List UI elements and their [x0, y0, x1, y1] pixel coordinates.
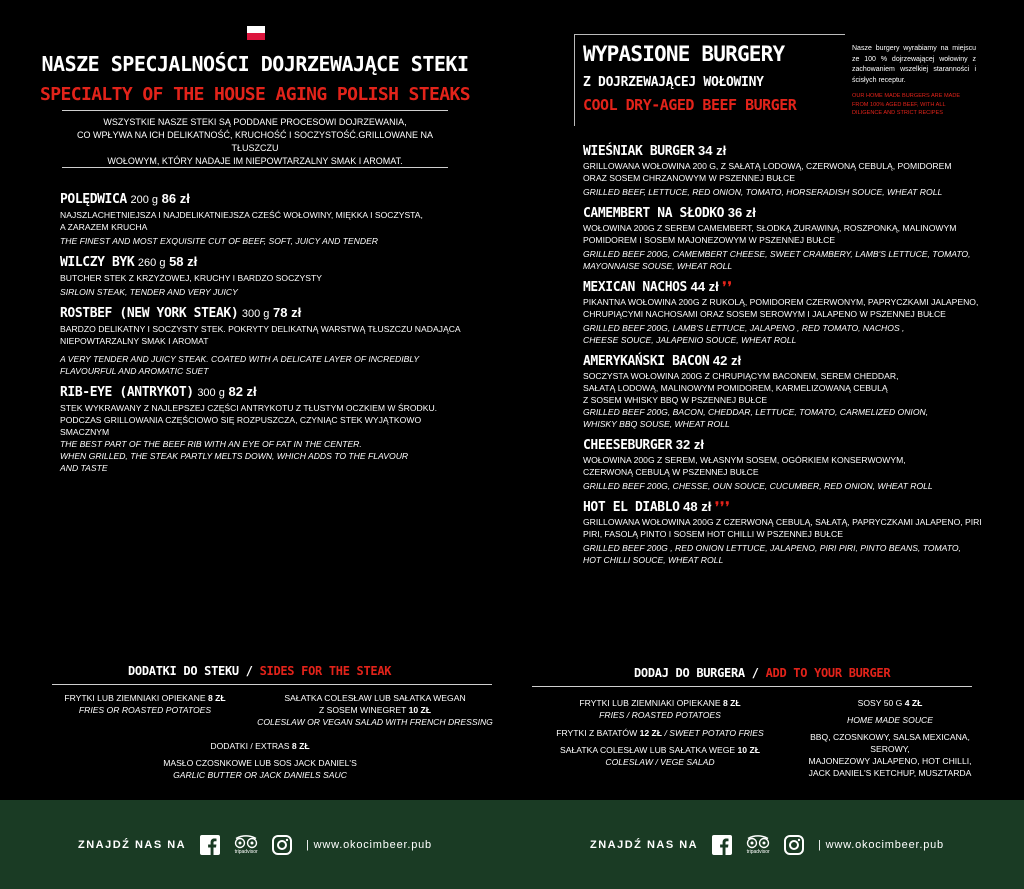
steak-item: ROSTBEF (NEW YORK STEAK) 300 g 78 zł BARDZO DELIKATNY I SOCZYSTY STEK. POKRYTY DELIKATNĄ WARSTWĄ TŁUSZCZU NADAJĄCA NIEPOWTARZALNY SMAK I AROMAT A VERY TENDER AND JUICY STEAK. COATED WITH A DELICATE LAYER OF INCREDIBLY FLAVOURFUL AND AROMATIC SUET	[60, 305, 461, 376]
item-name: CAMEMBERT NA SŁODKO	[583, 206, 725, 221]
item-name: WILCZY BYK	[60, 255, 135, 270]
steak-item: WILCZY BYK 260 g 58 zł BUTCHER STEK Z KRZYŻOWEJ, KRUCHY I BARDZO SOCZYSTY SIRLOIN STEAK, TENDER AND VERY JUICY	[60, 254, 322, 297]
divider	[62, 167, 448, 168]
divider	[62, 110, 448, 111]
item-price: 58 zł	[169, 254, 198, 269]
burger-item: MEXICAN NACHOS 44 zł ❜❜ PIKANTNA WOŁOWINA 200G Z RUKOLĄ, POMIDOREM CZERWONYM, PAPRYCZKAMI JALAPENO, CHRUPIĄCYMI NACHOSAMI ORAZ SOSEM SEROWYM I JALAPENO W PSZENNEJ BUŁCE GRILLED BEEF 200G, LAMB'S LETTUCE, JALAPENO , RED TOMATO, NACHOS , CHEESE SOUCE, JALAPENIO SOUCE, WHEAT ROLL	[583, 279, 979, 345]
steak-side-fries: FRYTKI LUB ZIEMNIAKI OPIEKANE 8 ZŁ FRIES OR ROASTED POTATOES	[64, 693, 226, 715]
find-us-label: ZNAJDŹ NAS NA	[78, 839, 187, 851]
tripadvisor-icon[interactable]: tripadvisor	[234, 835, 258, 855]
item-name: AMERYKAŃSKI BACON	[583, 354, 710, 369]
find-us-label: ZNAJDŹ NAS NA	[590, 839, 699, 851]
item-price: 82 zł	[228, 384, 257, 399]
facebook-icon[interactable]	[200, 835, 220, 855]
website-link[interactable]: | www.okocimbeer.pub	[818, 839, 944, 851]
burgers-title: WYPASIONE BURGERY	[583, 42, 785, 66]
steak-side-extras: DODATKI / EXTRAS 8 ZŁ MASŁO CZOSNKOWE LUB SOS JACK DANIEL'S GARLIC BUTTER OR JACK DANIELS SAUC	[163, 741, 357, 780]
item-price: 78 zł	[273, 305, 302, 320]
steak-list	[60, 190, 500, 480]
item-weight: 200 g	[130, 194, 158, 206]
item-weight: 300 g	[241, 308, 270, 320]
burger-sides-title: DODAJ DO BURGERA / ADD TO YOUR BURGER	[634, 666, 891, 680]
item-weight: 260 g	[137, 257, 166, 269]
item-price: 34 zł	[698, 143, 727, 158]
burgers-note-en: OUR HOME MADE BURGERS ARE MADE FROM 100% AGED BEEF, WITH ALL DILIGENCE AND STRICT RECIPES	[852, 93, 961, 117]
burger-item: CAMEMBERT NA SŁODKO 36 zł WOŁOWINA 200G Z SEREM CAMEMBERT, SŁODKĄ ŻURAWINĄ, ROSZPONKĄ, MALINOWYM POMIDOREM I SOSEM MAJONEZOWYM W PSZENNEJ BUŁCE GRILLED BEEF 200G, CAMEMBERT CHEESE, SWEET CRAMBERY, LAMB'S LETTUCE, TOMATO, MAYONNAISE SOUSE, WHEAT ROLL	[583, 205, 971, 271]
flag-poland-icon	[247, 26, 265, 40]
item-name: ROSTBEF (NEW YORK STEAK)	[60, 306, 239, 321]
divider	[52, 684, 492, 685]
item-price: 42 zł	[712, 353, 742, 368]
chili-pepper-icon: ❜❜	[722, 279, 733, 294]
item-price: 32 zł	[675, 437, 704, 452]
item-name: WIEŚNIAK BURGER	[583, 144, 695, 159]
burgers-subtitle: Z DOJRZEWAJĄCEJ WOŁOWINY	[583, 75, 764, 90]
item-name: MEXICAN NACHOS	[583, 280, 687, 295]
steak-sides-title: DODATKI DO STEKU / SIDES FOR THE STEAK	[128, 664, 392, 678]
item-name: RIB-EYE (ANTRYKOT)	[60, 385, 194, 400]
steaks-intro: WSZYSTKIE NASZE STEKI SĄ PODDANE PROCESOWI DOJRZEWANIA, CO WPŁYWA NA ICH DELIKATNOŚĆ, KRUCHOŚĆ I SOCZYSTOŚĆ.GRILLOWANE NA TŁUSZCZU WOŁOWYM, KTÓRY NADAJE IM NIEPOWTARZALNY SMAK I AROMAT.	[76, 117, 434, 166]
item-name: HOT EL DIABLO	[583, 500, 680, 515]
item-name: POLĘDWICA	[60, 192, 127, 207]
steaks-title: NASZE SPECJALNOŚCI DOJRZEWAJĄCE STEKI	[41, 52, 469, 76]
website-link[interactable]: | www.okocimbeer.pub	[306, 839, 432, 851]
burger-item: HOT EL DIABLO 48 zł ❜❜❜ GRILLOWANA WOŁOWINA 200G Z CZERWONĄ CEBULĄ, SAŁATĄ, PAPRYCZKAMI JALAPENO, PIRI PIRI, FASOLĄ PINTO I SOSEM HOT CHILLI W PSZENNEJ BUŁCE GRILLED BEEF 200G , RED ONION LETTUCE, JALAPENO, PIRI PIRI, PINTO BEANS, TOMATO, HOT CHILLI SOUCE, WHEAT ROLL	[583, 499, 982, 565]
steak-side-salad: SAŁATKA COLESŁAW LUB SAŁATKA WEGAN Z SOSEM WINEGRET 10 ZŁ COLESLAW OR VEGAN SALAD WITH FRENCH DRESSING	[257, 693, 493, 727]
footer-social-left	[78, 835, 432, 855]
burger-item: CHEESEBURGER 32 zł WOŁOWINA 200G Z SEREM, WŁASNYM SOSEM, OGÓRKIEM KONSERWOWYM, CZERWONĄ CEBULĄ W PSZENNEJ BUŁCE GRILLED BEEF 200G, CHESSE, OUN SOUCE, CUCUMBER, RED ONION, WHEAT ROLL	[583, 437, 933, 491]
burger-item: WIEŚNIAK BURGER 34 zł GRILLOWANA WOŁOWINA 200 G, Z SAŁATĄ LODOWĄ, CZERWONĄ CEBULĄ, POMIDOREM ORAZ SOSEM CHRZANOWYM W PSZENNEJ BUŁCE GRILLED BEEF, LETTUCE, RED ONION, TOMATO, HORSERADISH SOUCE, WHEAT ROLL	[583, 143, 952, 197]
item-weight: 300 g	[197, 387, 225, 399]
steak-item: RIB-EYE (ANTRYKOT) 300 g 82 zł STEK WYKRAWANY Z NAJLEPSZEJ CZĘŚCI ANTRYKOTU Z TŁUSTYM OCZKIEM W ŚRODKU. PODCZAS GRILLOWANIA CZĘŚCIOWO SIĘ ROZPUSZCZA, CZYNIĄC STEK WYJĄTKOWO SMACZNYM THE BEST PART OF THE BEEF RIB WITH AN EYE OF FAT IN THE CENTER. WHEN GRILLED, THE STEAK PARTLY MELTS DOWN, WHICH ADDS TO THE FLAVOUR AND TASTE	[60, 384, 438, 473]
burger-list	[583, 142, 1003, 572]
burger-item: AMERYKAŃSKI BACON 42 zł SOCZYSTA WOŁOWINA 200G Z CHRUPIĄCYM BACONEM, SEREM CHEDDAR, SAŁATĄ LODOWĄ, MALINOWYM POMIDOREM, KARMELIZOWANĄ CEBULĄ Z SOSEM WHISKY BBQ W PSZENNEJ BUŁCE GRILLED BEEF 200G, BACON, CHEDDAR, LETTUCE, TOMATO, CARMELIZED ONION, WHISKY BBQ SOUSE, WHEAT ROLL	[583, 353, 929, 429]
item-name: CHEESEBURGER	[583, 438, 673, 453]
instagram-icon[interactable]	[272, 835, 292, 855]
tripadvisor-icon[interactable]: tripadvisor	[746, 835, 770, 855]
burger-side-sauces: SOSY 50 G 4 ZŁ HOME MADE SOUCE BBQ, CZOSNKOWY, SALSA MEXICANA, SEROWY, MAJONEZOWY JALAPENO, HOT CHILLI, JACK DANIEL'S KETCHUP, MUSZTARDA	[808, 698, 972, 778]
item-price: 86 zł	[161, 191, 190, 206]
burger-side-salad: SAŁATKA COLESŁAW LUB SAŁATKA WEGE 10 ZŁ COLESLAW / VEGE SALAD	[560, 745, 760, 767]
footer-social-right	[590, 835, 944, 855]
item-price: 44 zł	[690, 279, 719, 294]
chili-pepper-icon: ❜❜❜	[714, 499, 731, 514]
burger-side-sweet-fries: FRYTKI Z BATATÓW 12 ZŁ / SWEET POTATO FRIES	[556, 728, 764, 738]
steaks-title-en: SPECIALTY OF THE HOUSE AGING POLISH STEAKS	[40, 84, 470, 105]
facebook-icon[interactable]	[712, 835, 732, 855]
steak-item: POLĘDWICA 200 g 86 zł NAJSZLACHETNIEJSZA I NAJDELIKATNIEJSZA CZEŚĆ WOŁOWINY, MIĘKKA I SOCZYSTA, A ZARAZEM KRUCHA THE FINEST AND MOST EXQUISITE CUT OF BEEF, SOFT, JUICY AND TENDER	[60, 191, 423, 246]
burgers-note: Nasze burgery wyrabiamy na miejscu ze 100 % dojrzewającej wołowiny z zachowaniem wszelkiej staranności i ścisłych receptur.	[852, 45, 976, 84]
instagram-icon[interactable]	[784, 835, 804, 855]
burger-side-fries: FRYTKI LUB ZIEMNIAKI OPIEKANE 8 ZŁ FRIES / ROASTED POTATOES	[579, 698, 741, 720]
burgers-title-en: COOL DRY-AGED BEEF BURGER	[583, 96, 797, 114]
item-price: 36 zł	[727, 205, 756, 220]
divider	[532, 686, 972, 687]
item-price: 48 zł	[683, 499, 712, 514]
